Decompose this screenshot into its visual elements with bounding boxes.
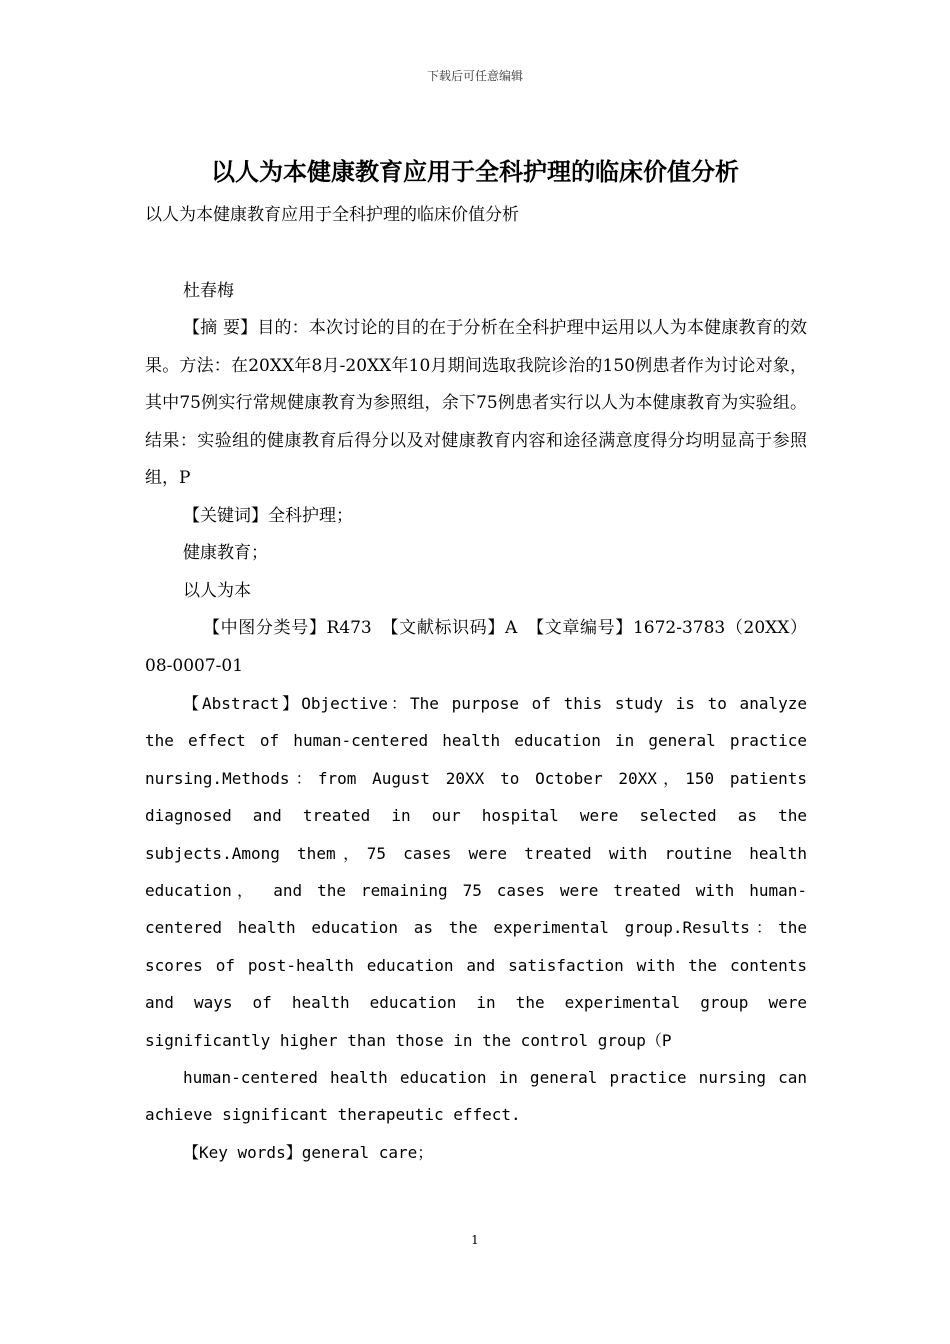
keywords-cn-1: 【关键词】全科护理； [183, 505, 353, 526]
abstract-cn: 【摘 要】目的：本次讨论的目的在于分析在全科护理中运用以人为本健康教育的效果。方法：在20XX年8月-20XX年10月期间选取我院诊治的150例患者作为讨论对象，其中75例实行常规健康教育为参照组，余下75例患者实行以人为本健康教育为实验组。结果：实验组的健康教育后得分以及对健康教育内容和途径满意度得分均明显高于参照组，P [145, 318, 807, 488]
document-title: 以人为本健康教育应用于全科护理的临床价值分析 [211, 158, 739, 186]
keywords-en: 【Key words】general care； [183, 1142, 434, 1162]
author: 杜春梅 [183, 280, 234, 301]
classification-line: 【中图分类号】R473 【文献标识码】A 【文章编号】1672-3783（20XX）08-0007-01 [145, 618, 807, 676]
subtitle: 以人为本健康教育应用于全科护理的临床价值分析 [145, 205, 519, 225]
abstract-en-continued: human-centered health education in general practice nursing can achieve significant therapeutic effect. [145, 1068, 807, 1125]
header-note: 下载后可任意编辑 [426, 69, 523, 83]
abstract-en: 【Abstract】Objective：The purpose of this study is to analyze the effect of human-centered health education in general practice nursing.Methods：from August 20XX to October 20XX，150 patients diagnosed and treated in our hospital were selected as the subjects.Among them，75 cases were treated with routine health education， and the remaining 75 cases were treated with human-centered health education as the experimental group.Results：the scores of post-health education and satisfaction with the contents and ways of health education in the experimental group were significantly higher than those in the control group（P [145, 694, 807, 1050]
page-number: 1 [471, 1233, 479, 1247]
keywords-cn-2: 健康教育； [183, 543, 268, 563]
document-body [145, 197, 807, 1171]
keywords-cn-3: 以人为本 [183, 580, 251, 601]
